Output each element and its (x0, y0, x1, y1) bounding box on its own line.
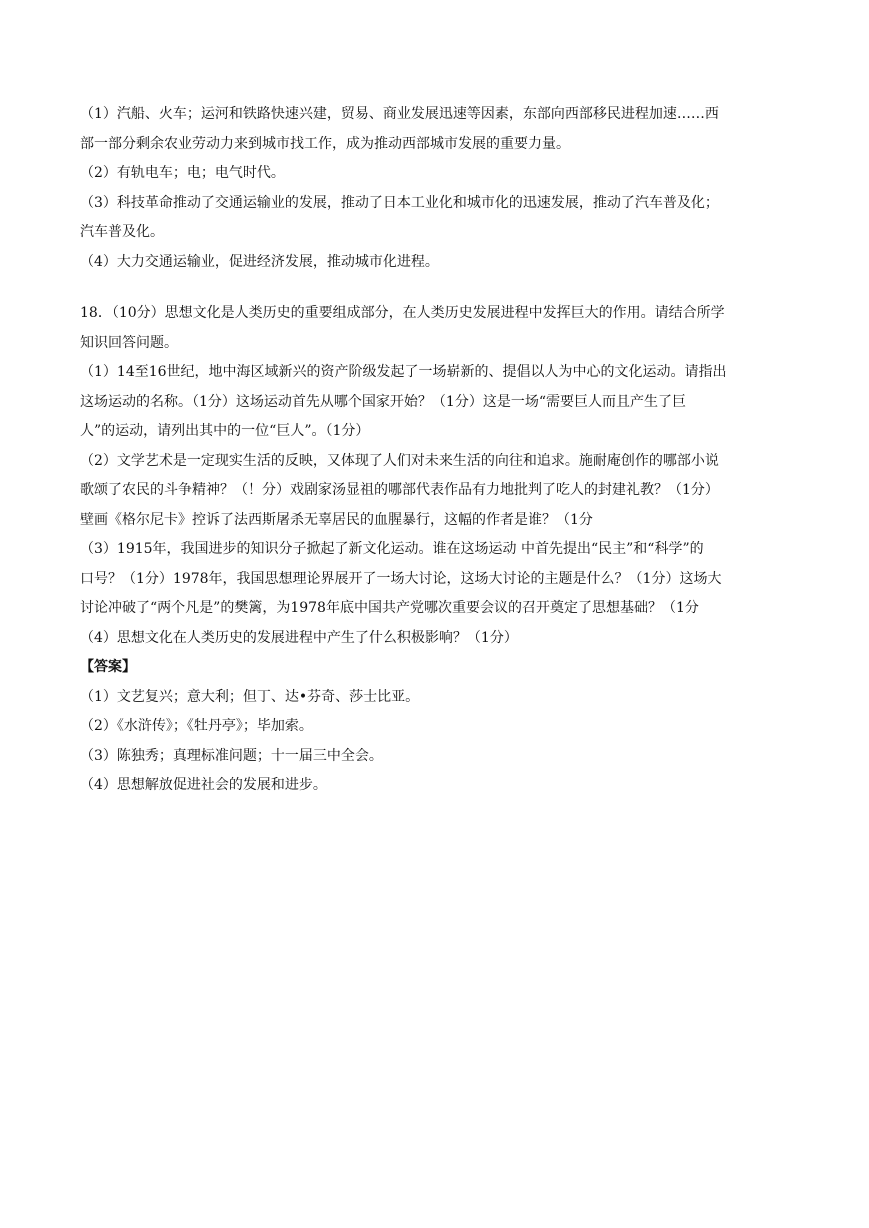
question-line: （3）1915年，我国进步的知识分子掀起了新文化运动。谁在这场运动 中首先提出“民主”和“科学”的 (80, 541, 704, 557)
question-line: 这场运动的名称。（1分）这场运动首先从哪个国家开始？（1分）这是一场“需要巨人而且产生了巨 (80, 393, 686, 410)
answer-line: （4）思想解放促进社会的发展和进步。 (80, 777, 327, 793)
question-line: 歌颂了农民的斗争精神？（！分）戏剧家汤显祖的哪部代表作品有力地批判了吃人的封建礼教？（1分） (80, 482, 719, 498)
question-line: （4）思想文化在人类历史的发展进程中产生了什么积极影响？（1分） (80, 629, 518, 646)
answer-line: （3）科技革命推动了交通运输业的发展，推动了日本工业化和城市化的迅速发展，推动了汽车普及化； (80, 194, 719, 211)
answer-line: （1）文艺复兴；意大利；但丁、达•芬奇、莎士比亚。 (80, 688, 420, 705)
question-18-block (80, 299, 800, 653)
answer-line: （4）大力交通运输业，促进经济发展，推动城市化进程。 (80, 253, 439, 270)
answer-line: （3）陈独秀；真理标准问题；十一届三中全会。 (80, 747, 383, 764)
answer-18-block (80, 653, 800, 801)
section-gap (80, 277, 800, 299)
answer-line: 部一部分剩余农业劳动力来到城市找工作，成为推动西部城市发展的重要力量。 (80, 135, 570, 152)
previous-answer-block (80, 100, 800, 277)
question-line: （2）文学艺术是一定现实生活的反映，又体现了人们对未来生活的向往和追求。施耐庵创作的哪部小说 (80, 452, 719, 469)
answer-line: （2）《水浒传》；《牡丹亭》；毕加索。 (80, 718, 313, 734)
question-line: 知识回答问题。 (80, 334, 178, 351)
answer-line: （1）汽船、火车；运河和铁路快速兴建，贸易、商业发展迅速等因素，东部向西部移民进程加速……西 (80, 106, 719, 122)
answer-line: （2）有轨电车；电；电气时代。 (80, 165, 285, 181)
document-page (80, 100, 800, 801)
answer-line: 汽车普及化。 (80, 224, 164, 240)
question-line: （1）14至16世纪，地中海区域新兴的资产阶级发起了一场崭新的、提倡以人为中心的文化运动。请指出 (80, 364, 727, 380)
question-line: 讨论冲破了“两个凡是”的樊篱，为1978年底中国共产党哪次重要会议的召开奠定了思想基础？（1分 (80, 600, 699, 616)
question-line: 人”的运动，请列出其中的一位“巨人”。（1分） (80, 423, 370, 439)
question-line: 口号？（1分）1978年，我国思想理论界展开了一场大讨论，这场大讨论的主题是什么？（1分）这场大 (80, 570, 722, 587)
answer-heading: 【答案】 (80, 659, 136, 675)
question-line: 18．（10分）思想文化是人类历史的重要组成部分，在人类历史发展进程中发挥巨大的作用。请结合所学 (80, 305, 725, 321)
question-line: 壁画《格尔尼卡》控诉了法西斯屠杀无辜居民的血腥暴行，这幅的作者是谁？（1分 (80, 511, 593, 528)
